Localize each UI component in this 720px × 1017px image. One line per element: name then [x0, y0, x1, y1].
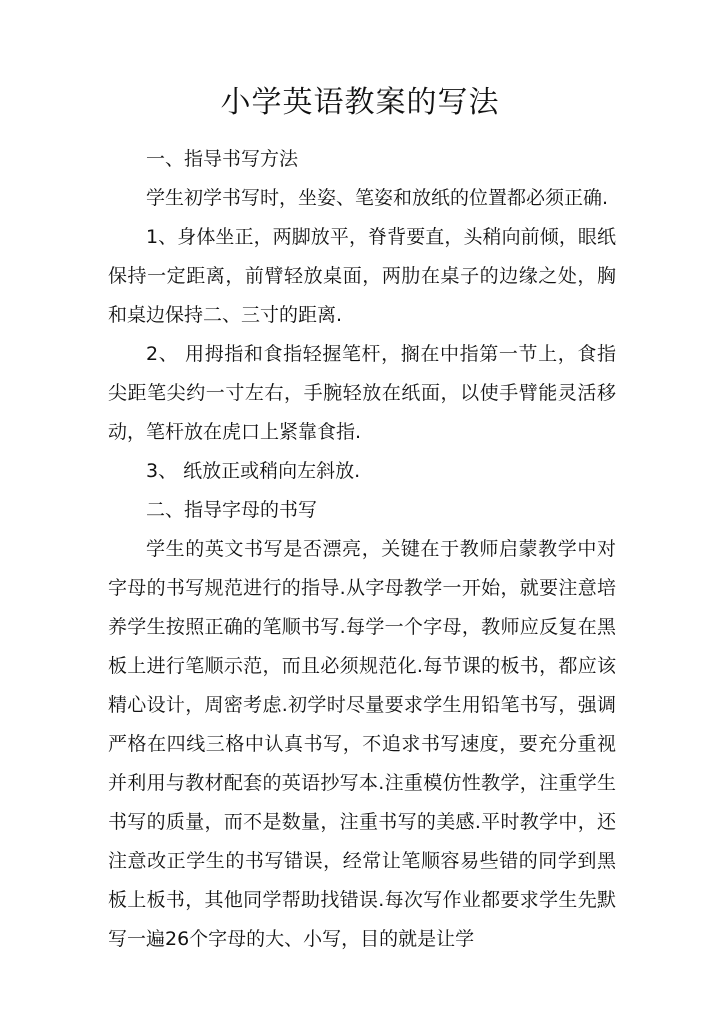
paragraph-letter-writing: 学生的英文书写是否漂亮，关键在于教师启蒙教学中对字母的书写规范进行的指导.从字母教学一开始，就要注意培养学生按照正确的笔顺书写.每学一个字母，教师应反复在黑板上进行笔顺示范，而且必须规范化.每节课的板书，都应该精心设计，周密考虑.初学时尽量要求学生用铅笔书写，强调严格在四线三格中认真书写，不追求书写速度，要充分重视并利用与教材配套的英语抄写本.注重模仿性教学，注重学生书写的质量，而不是数量，注重书写的美感.平时教学中，还注意改正学生的书写错误，经常让笔顺容易些错的同学到黑板上板书，其他同学帮助找错误.每次写作业都要求学生先默写一遍26个字母的大、小写，目的就是让学 [108, 538, 616, 950]
document-title: 小学英语教案的写法 [220, 85, 500, 120]
paragraph-point-1: 1、身体坐正，两脚放平，脊背要直，头稍向前倾，眼纸保持一定距离，前臂轻放桌面，两肋在桌子的边缘之处，胸和桌边保持二、三寸的距离. [108, 226, 616, 326]
section-heading-writing-method: 一、指导书写方法 [146, 148, 299, 170]
paragraph-point-2: 2、 用拇指和食指轻握笔杆，搁在中指第一节上，食指尖距笔尖约一寸左右，手腕轻放在纸面，以使手臂能灵活移动，笔杆放在虎口上紧靠食指. [108, 343, 616, 443]
paragraph-point-3: 3、 纸放正或稍向左斜放. [146, 460, 361, 482]
paragraph-posture-intro: 学生初学书写时，坐姿、笔姿和放纸的位置都必须正确. [146, 187, 609, 209]
section-heading-letter-writing: 二、指导字母的书写 [146, 499, 318, 521]
document-body [108, 140, 616, 959]
